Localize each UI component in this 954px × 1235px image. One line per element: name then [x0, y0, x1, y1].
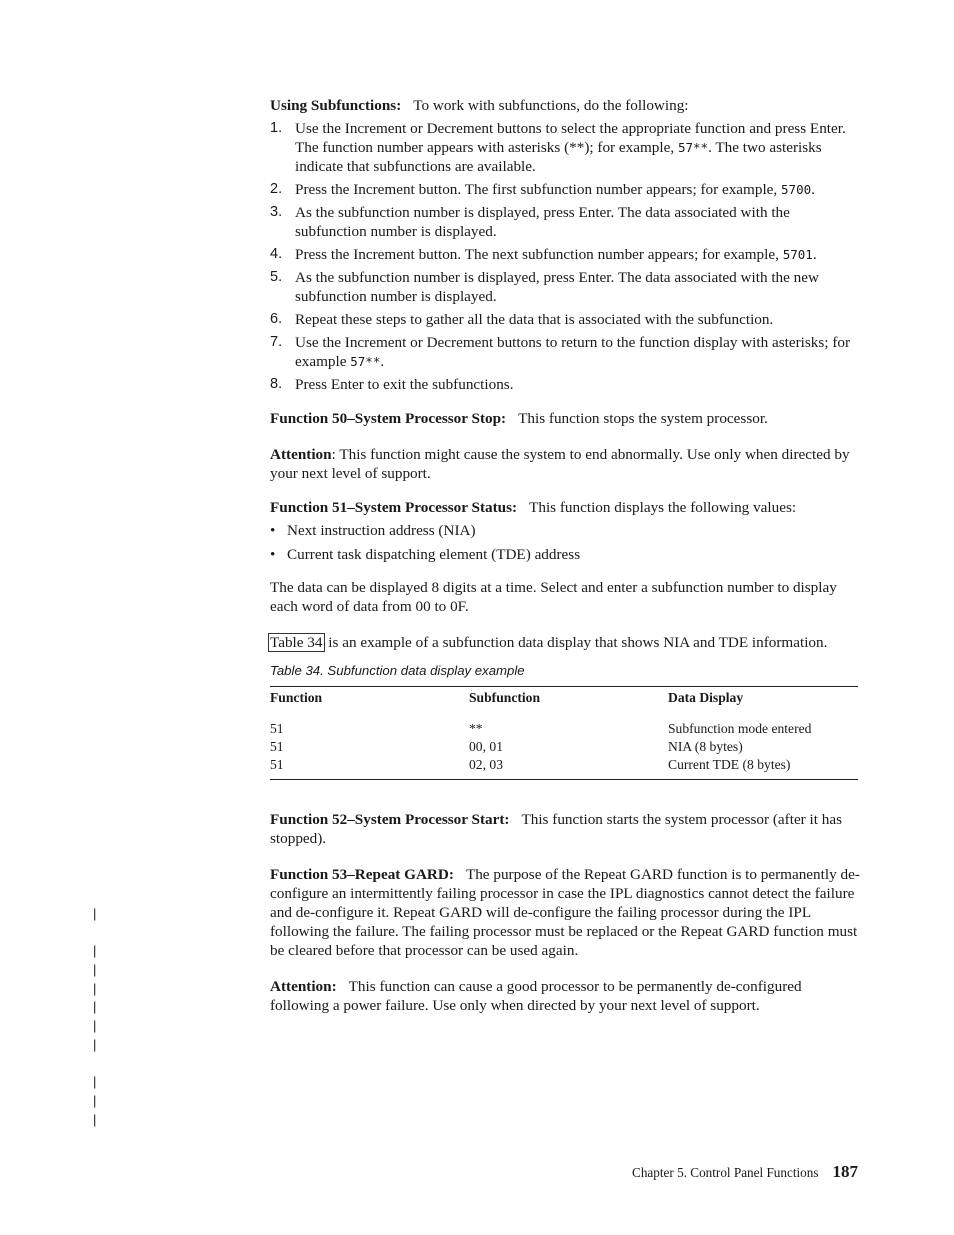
table-cell: **: [469, 721, 483, 736]
table-cell: Current TDE (8 bytes): [668, 756, 858, 780]
change-bar: |: [93, 1093, 97, 1108]
function-53-heading: Function 53–Repeat GARD:: [270, 866, 454, 883]
change-bar: |: [93, 1112, 97, 1127]
subfunction-steps: [270, 119, 860, 394]
table-row: [270, 756, 858, 780]
table-cell: NIA (8 bytes): [668, 739, 743, 754]
table-cell: 51: [270, 756, 469, 780]
function-51-values-list: [270, 521, 860, 564]
change-bar: |: [93, 999, 97, 1014]
step-4: 4. Press the Increment button. The next subfunction number appears; for example, 5701.: [270, 246, 817, 263]
attention-1-paragraph: Attention: This function might cause the system to end abnormally. Use only when directed by your next level of support.: [270, 446, 850, 482]
table-cell: Subfunction mode entered: [668, 721, 812, 736]
step-7: 7. Use the Increment or Decrement buttons to return to the function display with asterisks; for example 57**.: [270, 334, 851, 370]
table-cell: 02, 03: [469, 756, 668, 780]
subfunctions-intro: Using Subfunctions: To work with subfunctions, do the following:: [270, 97, 689, 114]
table-reference-paragraph: Table 34 is an example of a subfunction data display that shows NIA and TDE information.: [270, 634, 828, 651]
change-bar: |: [93, 1037, 97, 1052]
function-50-heading: Function 50–System Processor Stop:: [270, 410, 507, 427]
list-item: • Current task dispatching element (TDE) address: [270, 546, 581, 563]
table-row: [270, 738, 858, 756]
table-cell: 51: [270, 721, 284, 736]
column-header-subfunction: Subfunction: [469, 687, 668, 714]
function-51-data-paragraph: The data can be displayed 8 digits at a time. Select and enter a subfunction number to display each word of data from 00 to 0F.: [270, 579, 837, 615]
page-footer: [632, 1162, 858, 1182]
function-52-paragraph: Function 52–System Processor Start: This function starts the system processor (after it has stopped).: [270, 811, 843, 847]
function-51-heading: Function 51–System Processor Status:: [270, 499, 518, 516]
table-34-link[interactable]: Table 34: [270, 634, 323, 651]
change-bar: |: [93, 906, 97, 921]
function-50-paragraph: Function 50–System Processor Stop: This function stops the system processor.: [270, 410, 768, 427]
table-header-row: [270, 687, 858, 714]
page-content: [270, 96, 860, 1015]
step-2: 2. Press the Increment button. The first subfunction number appears; for example, 5700.: [270, 181, 815, 198]
attention-2-label: Attention:: [270, 978, 337, 995]
column-header-function: Function: [270, 687, 469, 714]
change-bar: |: [93, 1074, 97, 1089]
change-bar: |: [93, 981, 97, 996]
function-52-heading: Function 52–System Processor Start:: [270, 811, 510, 828]
step-8: 8. Press Enter to exit the subfunctions.: [270, 376, 514, 393]
function-51-paragraph: Function 51–System Processor Status: This function displays the following values:: [270, 499, 797, 516]
column-header-data-display: Data Display: [668, 687, 858, 714]
attention-1-label: Attention: [270, 446, 332, 463]
attention-2-paragraph: Attention: This function can cause a good processor to be permanently de-configured following a power failure. Use only when directed by your next level of support.: [270, 978, 802, 1014]
table-cell: 51: [270, 739, 284, 754]
list-item: • Next instruction address (NIA): [270, 522, 476, 539]
step-6: 6. Repeat these steps to gather all the data that is associated with the subfunction.: [270, 311, 774, 328]
subfunctions-heading: Using Subfunctions:: [270, 97, 402, 114]
change-bar: |: [93, 1018, 97, 1033]
subfunction-data-table: [270, 686, 858, 780]
change-bar: |: [93, 962, 97, 977]
step-3: 3. As the subfunction number is displayed, press Enter. The data associated with the subfunction number is displayed.: [270, 204, 790, 240]
change-bar: |: [93, 943, 97, 958]
step-1: 1. Use the Increment or Decrement buttons to select the appropriate function and press Enter. The function number appears with asterisks (**); for example, 57**. The two asterisks indicate that subfunctions are available.: [270, 120, 846, 175]
step-5: 5. As the subfunction number is displayed, press Enter. The data associated with the new subfunction number is displayed.: [270, 269, 819, 305]
page-number: 187: [832, 1162, 858, 1181]
function-53-paragraph: Function 53–Repeat GARD: The purpose of the Repeat GARD function is to permanently de-configure an intermittently failing processor in case the IPL diagnostics cannot detect the failure and de-configure it. Repeat GARD will de-configure the failing processor during the IPL following the failure. The failing processor must be replaced or the Repeat GARD function must be cleared before that processor can be used again.: [270, 866, 860, 959]
table-row: [270, 713, 858, 738]
table-cell: 00, 01: [469, 739, 503, 754]
table-caption: Table 34. Subfunction data display example: [270, 663, 525, 678]
footer-chapter: Chapter 5. Control Panel Functions: [632, 1165, 819, 1180]
